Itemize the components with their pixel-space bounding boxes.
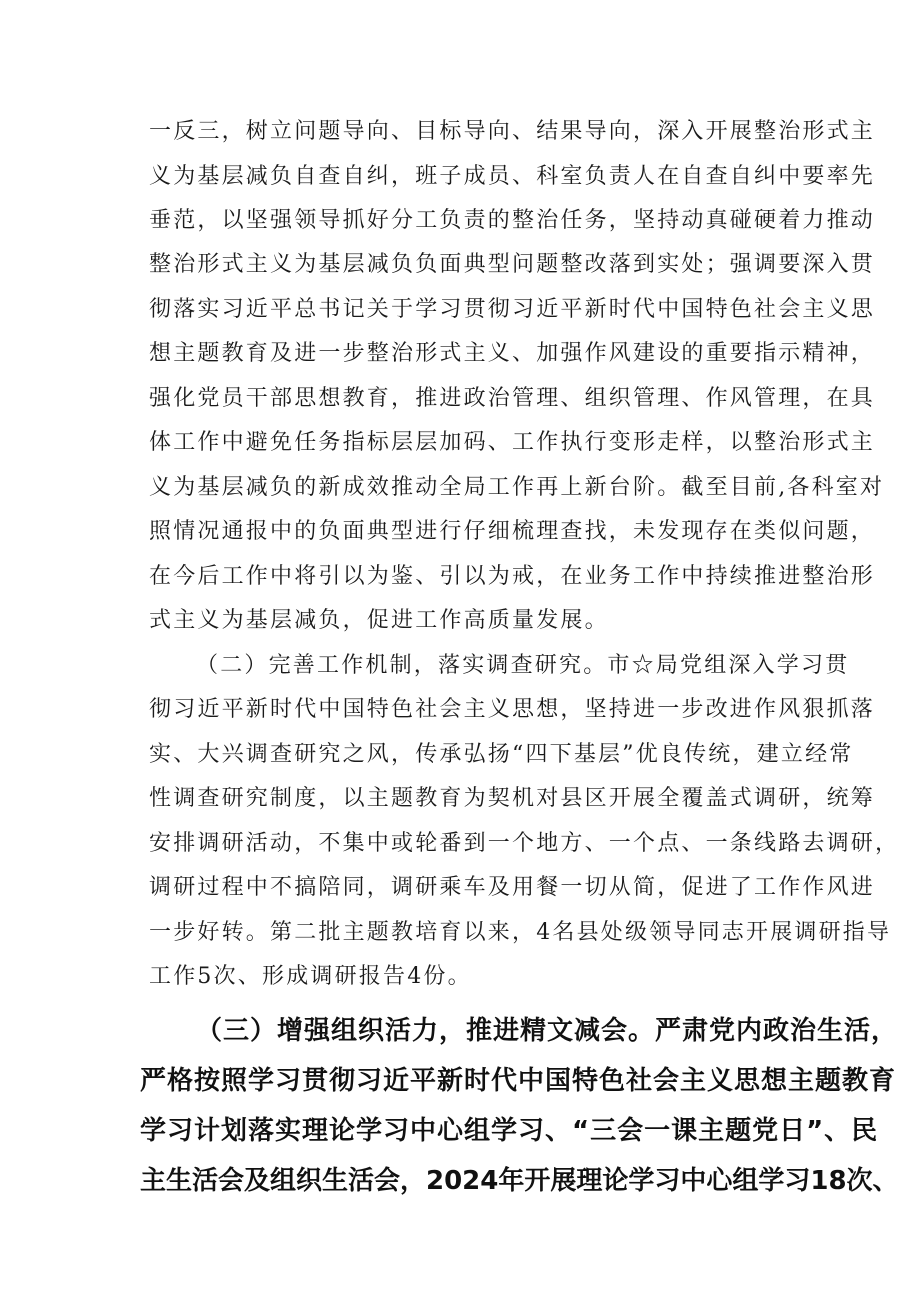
paragraph-line: 一步好转。第二批主题教培育以来，4名县处级领导同志开展调研指导	[149, 920, 892, 945]
paragraph-line: 整治形式主义为基层减负负面典型问题整改落到实处；强调要深入贯	[149, 252, 876, 277]
paragraph-line: 学习计划落实理论学习中心组学习、“三会一课主题党日”、民	[140, 1116, 879, 1146]
paragraph-line: 严格按照学习贯彻习近平新时代中国特色社会主义思想主题教育	[140, 1066, 897, 1096]
paragraph-line: 照情况通报中的负面典型进行仔细梳理查找，未发现存在类似问题，	[149, 519, 876, 544]
paragraph-line: 强化党员干部思想教育，推进政治管理、组织管理、作风管理，在具	[149, 386, 876, 411]
paragraph-line: 体工作中避免任务指标层层加码、工作执行变形走样，以整治形式主	[149, 430, 876, 455]
paragraph-line: 彻落实习近平总书记关于学习贯彻习近平新时代中国特色社会主义思	[149, 297, 876, 322]
paragraph-line: 实、大兴调查研究之风，传承弘扬“四下基层”优良传统，建立经常	[149, 742, 854, 767]
paragraph-line: 垂范，以坚强领导抓好分工负责的整治任务，坚持动真碰硬着力推动	[149, 208, 876, 233]
paragraph-line: 在今后工作中将引以为鉴、引以为戒，在业务工作中持续推进整治形	[149, 564, 876, 589]
paragraph-line: 义为基层减负自查自纠，班子成员、科室负责人在自查自纠中要率先	[149, 164, 876, 189]
paragraph-line: 彻习近平新时代中国特色社会主义思想，坚持进一步改进作风狠抓落	[149, 697, 876, 722]
paragraph-line: 想主题教育及进一步整治形式主义、加强作风建设的重要指示精神，	[149, 341, 876, 366]
paragraph-line: 调研过程中不搞陪同，调研乘车及用餐一切从简，促进了工作作风进	[149, 875, 876, 900]
paragraph-line: （二）完善工作机制，落实调查研究。市☆局党组深入学习贯	[196, 653, 850, 678]
paragraph-line: 义为基层减负的新成效推动全局工作再上新台阶。截至目前,各科室对	[149, 475, 885, 500]
paragraph-line: 式主义为基层减负，促进工作高质量发展。	[149, 608, 609, 633]
paragraph-line: 性调查研究制度，以主题教育为契机对县区开展全覆盖式调研，统筹	[149, 786, 876, 811]
paragraph-line: 主生活会及组织生活会，2024年开展理论学习中心组学习18次、	[140, 1166, 899, 1196]
paragraph-line: 工作5次、形成调研报告4份。	[149, 964, 472, 989]
paragraph-line: 一反三，树立问题导向、目标导向、结果导向，深入开展整治形式主	[149, 119, 876, 144]
paragraph-line: （三）增强组织活力，推进精文减会。严肃党内政治生活，	[196, 1016, 899, 1046]
paragraph-line: 安排调研活动，不集中或轮番到一个地方、一个点、一条线路去调研，	[149, 831, 900, 856]
